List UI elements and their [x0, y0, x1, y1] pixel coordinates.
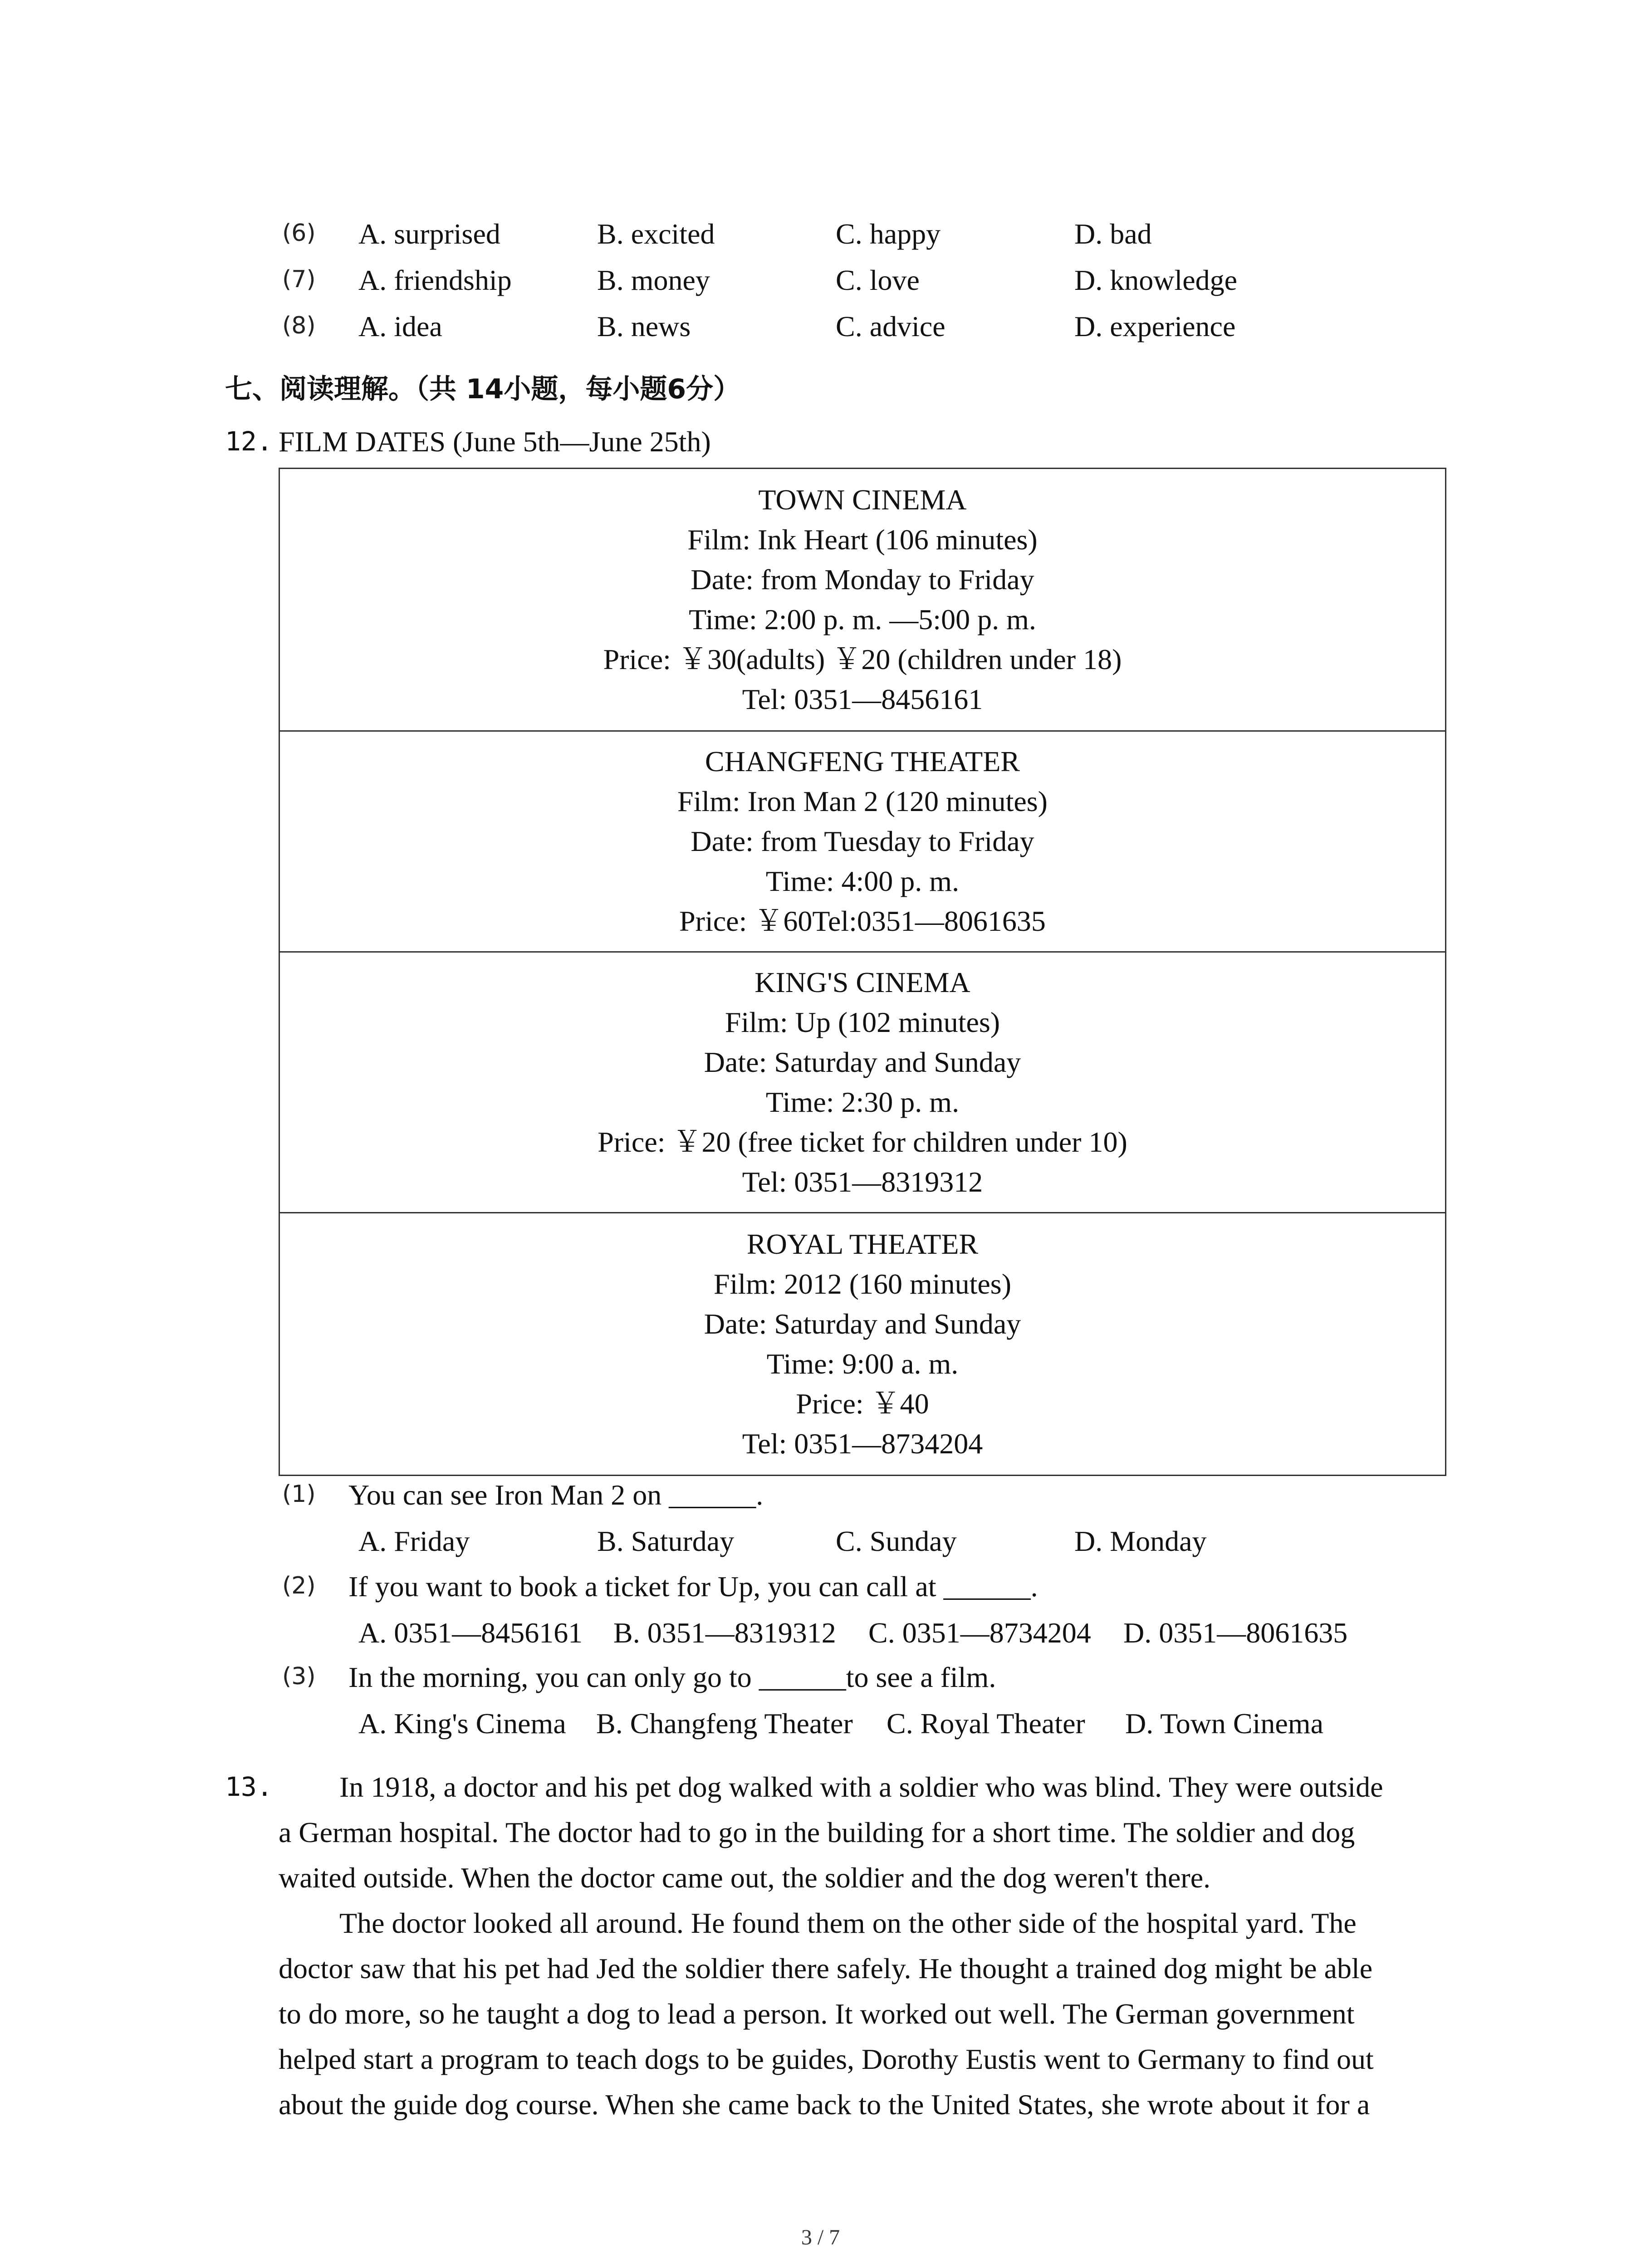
option-b: B. money: [597, 264, 710, 296]
option-b: B. excited: [597, 218, 715, 250]
option-row-number: (8): [282, 312, 316, 339]
cinema-price: Price: ￥30(adults) ￥20 (children under 18): [603, 643, 1122, 675]
cinema-tel: Tel: 0351—8319312: [742, 1166, 983, 1198]
cinema-tel: Tel: 0351—8734204: [742, 1427, 983, 1460]
option-d: D. Town Cinema: [1125, 1707, 1323, 1740]
table-row: [279, 1213, 1446, 1476]
table-row: [279, 952, 1446, 1213]
cinema-date: Date: Saturday and Sunday: [704, 1046, 1021, 1078]
cinema-price: Price: ￥40: [796, 1388, 929, 1420]
option-d: D. knowledge: [1074, 264, 1238, 296]
cinema-time: Time: 4:00 p. m.: [765, 865, 960, 897]
option-a: A. 0351—8456161: [358, 1617, 583, 1649]
option-d: D. Monday: [1074, 1525, 1207, 1557]
option-b: B. 0351—8319312: [613, 1617, 836, 1649]
cinema-name: TOWN CINEMA: [758, 484, 967, 516]
option-c: C. 0351—8734204: [868, 1617, 1091, 1649]
option-c: C. Sunday: [836, 1525, 957, 1557]
cinema-cell-town: [279, 469, 1446, 731]
question-number: 13.: [225, 1771, 273, 1802]
passage-line: In 1918, a doctor and his pet dog walked with a soldier who was blind. They were outside: [339, 1771, 1383, 1803]
sub-question-number: (1): [282, 1481, 316, 1508]
option-a: A. Friday: [358, 1525, 470, 1557]
cinema-cell-changfeng: [279, 731, 1446, 952]
cinema-date: Date: Saturday and Sunday: [704, 1308, 1021, 1340]
option-a: A. idea: [358, 310, 442, 342]
cinema-film: Film: 2012 (160 minutes): [714, 1268, 1011, 1300]
option-b: B. news: [597, 310, 691, 342]
cinema-cell-royal: [279, 1213, 1446, 1476]
option-c: C. advice: [836, 310, 945, 342]
passage-line: to do more, so he taught a dog to lead a person. It worked out well. The German government: [279, 1998, 1355, 2030]
passage-line: doctor saw that his pet had Jed the soldier there safely. He thought a trained dog might be able: [279, 1952, 1373, 1984]
cinema-date: Date: from Monday to Friday: [691, 563, 1034, 596]
table-row: [279, 731, 1446, 952]
cinema-time: Time: 2:00 p. m. —5:00 p. m.: [689, 603, 1036, 635]
sub-question-number: (2): [282, 1572, 316, 1599]
film-dates-table: [279, 468, 1446, 1476]
option-c: C. Royal Theater: [887, 1707, 1085, 1740]
question-title: FILM DATES (June 5th—June 25th): [279, 425, 711, 458]
option-row-number: (6): [282, 220, 316, 247]
sub-question-stem: If you want to book a ticket for Up, you can call at ______.: [348, 1570, 1038, 1603]
cinema-cell-kings: [279, 952, 1446, 1213]
cinema-film: Film: Up (102 minutes): [725, 1006, 1000, 1038]
option-b: B. Changfeng Theater: [596, 1707, 853, 1740]
cinema-tel: Tel: 0351—8456161: [742, 683, 983, 715]
cinema-price: Price: ￥60Tel:0351—8061635: [679, 905, 1046, 937]
section-heading: 七、阅读理解。（共 14小题，每小题6分）: [225, 373, 741, 405]
passage-line: helped start a program to teach dogs to be guides, Dorothy Eustis went to Germany to find out: [279, 2043, 1374, 2075]
table-row: [279, 469, 1446, 731]
passage-line: The doctor looked all around. He found them on the other side of the hospital yard. The: [339, 1907, 1357, 1939]
passage-line: about the guide dog course. When she came back to the United States, she wrote about it for a: [279, 2088, 1370, 2121]
passage: [279, 1765, 1383, 2127]
cinema-name: ROYAL THEATER: [746, 1228, 979, 1260]
sub-question-stem: You can see Iron Man 2 on ______.: [348, 1479, 764, 1511]
cinema-time: Time: 2:30 p. m.: [765, 1086, 960, 1118]
cinema-time: Time: 9:00 a. m.: [766, 1348, 959, 1380]
option-d: D. 0351—8061635: [1123, 1617, 1348, 1649]
sub-question-number: (3): [282, 1663, 316, 1690]
sub-question-stem: In the morning, you can only go to ______to see a film.: [348, 1661, 996, 1693]
option-a: A. surprised: [358, 218, 500, 250]
option-b: B. Saturday: [597, 1525, 735, 1557]
cinema-film: Film: Ink Heart (106 minutes): [687, 523, 1038, 556]
question-number: 12.: [225, 426, 273, 457]
cinema-name: KING'S CINEMA: [754, 966, 970, 998]
option-d: D. experience: [1074, 310, 1236, 342]
cinema-film: Film: Iron Man 2 (120 minutes): [677, 785, 1048, 817]
option-a: A. King's Cinema: [358, 1707, 566, 1740]
option-a: A. friendship: [358, 264, 512, 296]
option-c: C. happy: [836, 218, 941, 250]
page-number: 3 / 7: [801, 2225, 840, 2249]
option-d: D. bad: [1074, 218, 1152, 250]
passage-line: a German hospital. The doctor had to go in the building for a short time. The soldier and dog: [279, 1816, 1355, 1848]
cinema-date: Date: from Tuesday to Friday: [691, 825, 1034, 857]
option-row-number: (7): [282, 266, 316, 293]
passage-line: waited outside. When the doctor came out, the soldier and the dog weren't there.: [279, 1862, 1211, 1894]
option-c: C. love: [836, 264, 920, 296]
cinema-name: CHANGFENG THEATER: [705, 745, 1020, 777]
cinema-price: Price: ￥20 (free ticket for children under 10): [598, 1126, 1127, 1158]
